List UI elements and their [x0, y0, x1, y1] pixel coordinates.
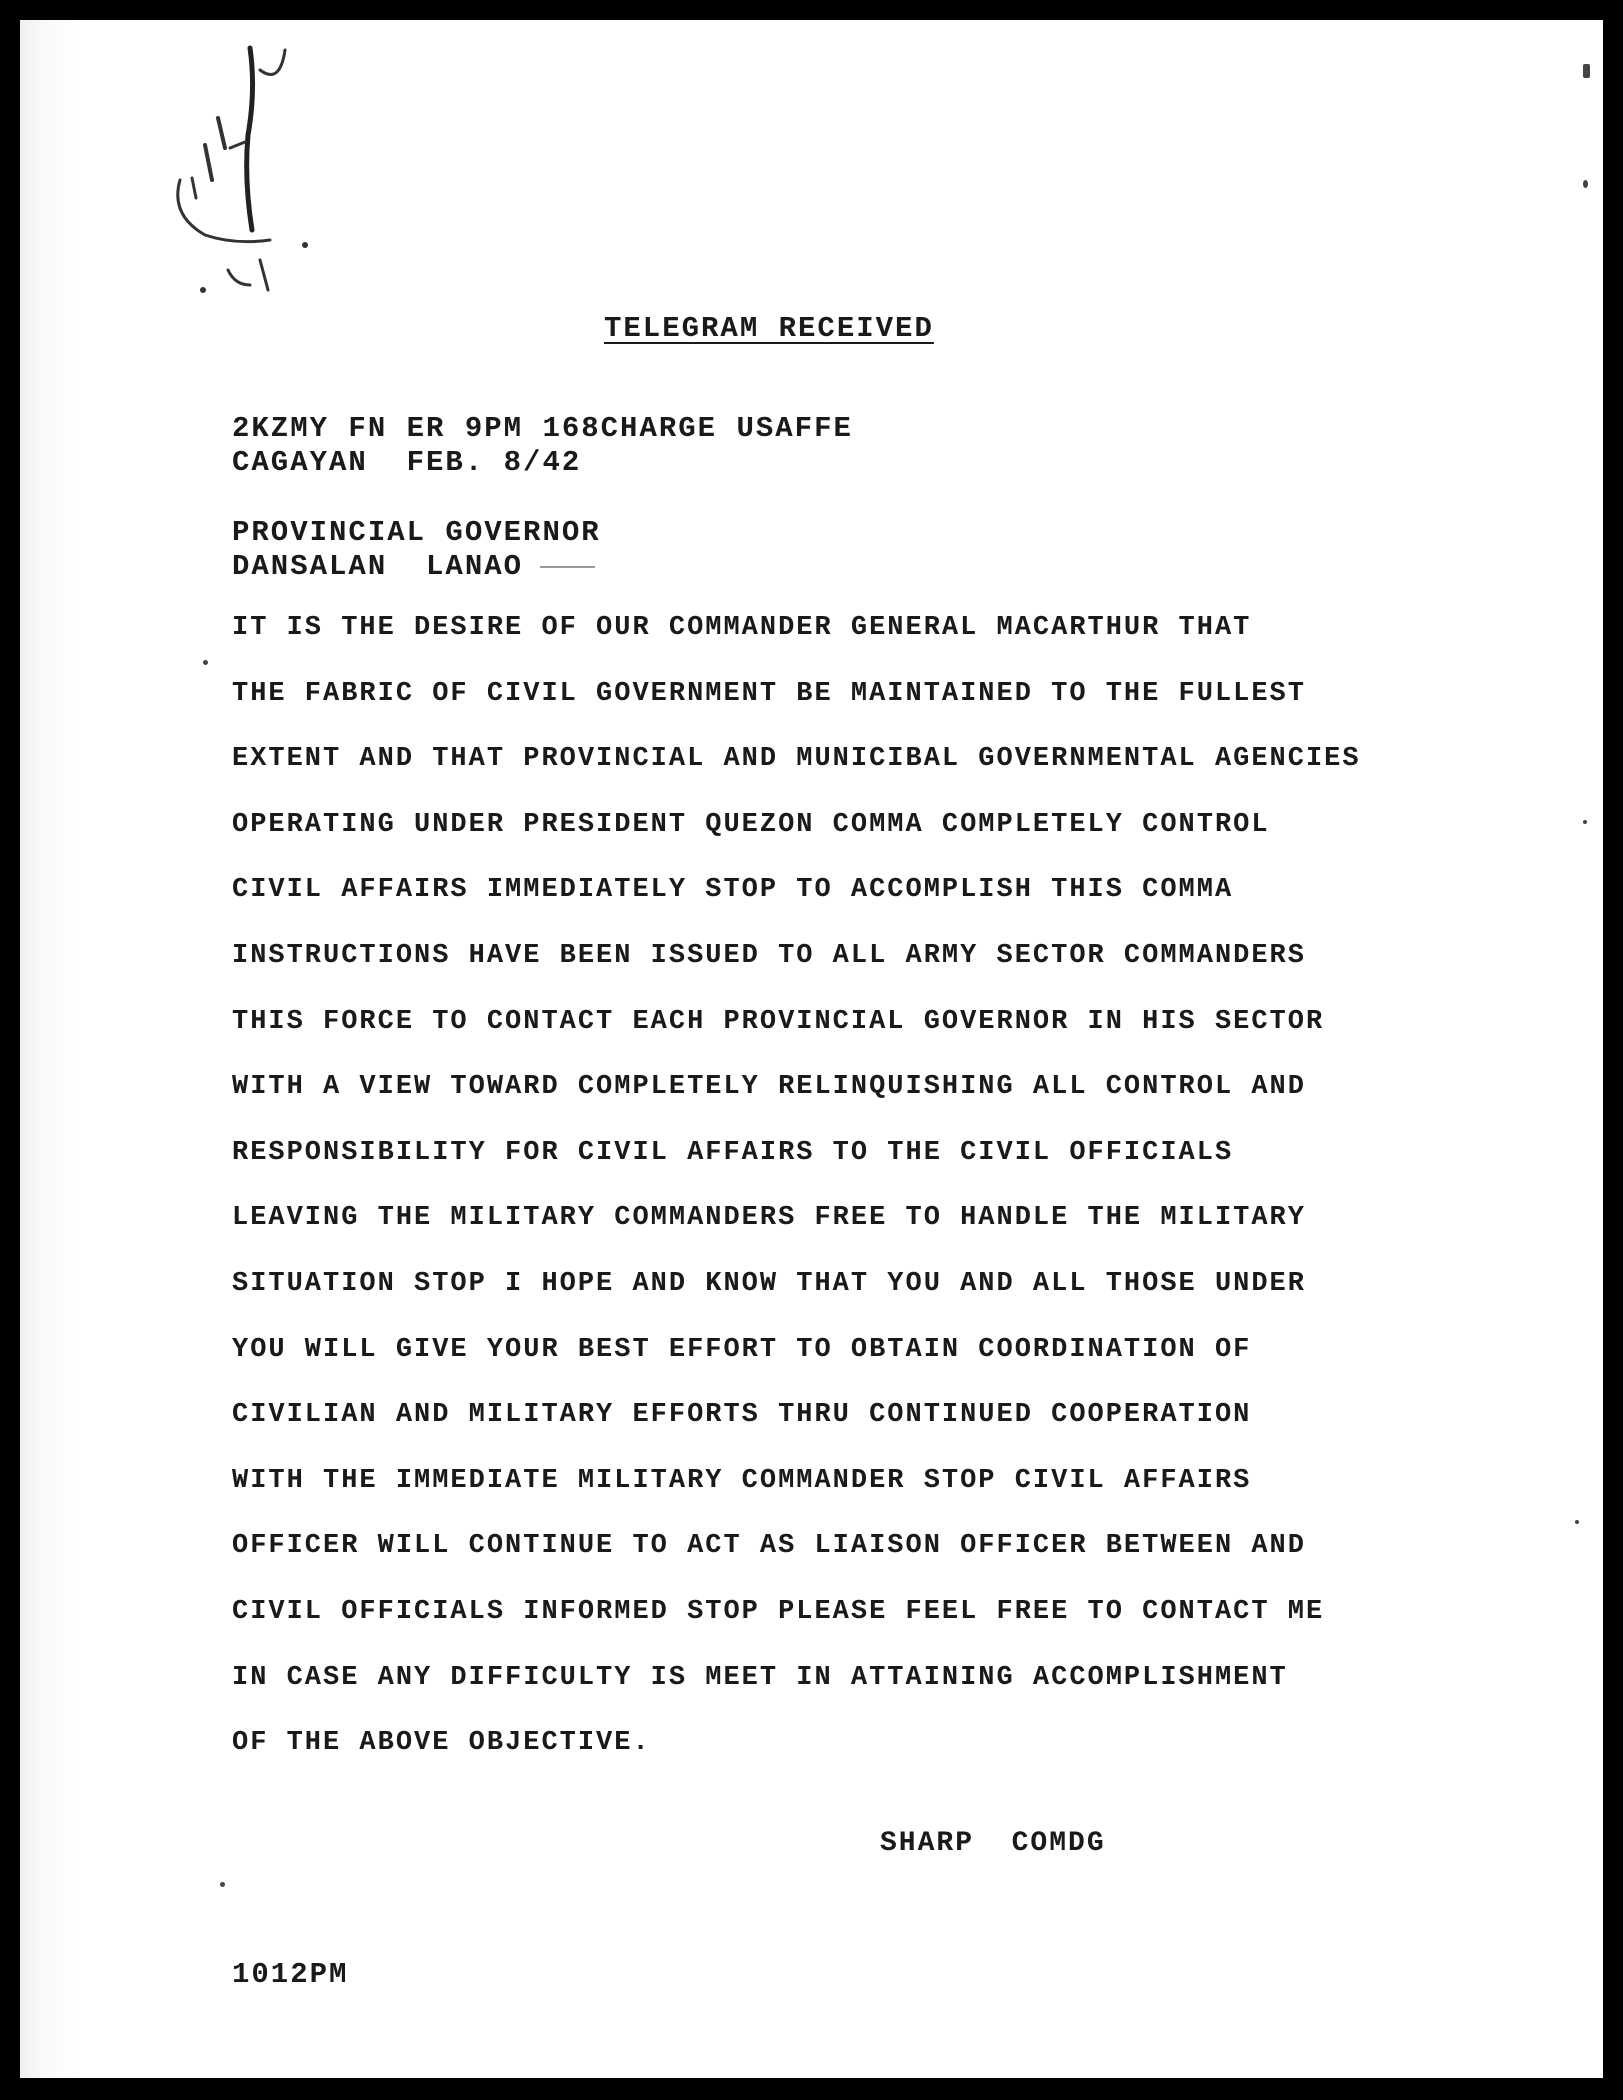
telegram-title: TELEGRAM RECEIVED: [604, 312, 934, 345]
margin-speck: [1583, 180, 1588, 188]
body-line: OF THE ABOVE OBJECTIVE.: [232, 1728, 651, 1759]
body-line: THIS FORCE TO CONTACT EACH PROVINCIAL GOVERNOR IN HIS SECTOR: [232, 1006, 1325, 1037]
addressee-title: PROVINCIAL GOVERNOR: [232, 516, 601, 549]
margin-speck: [1583, 820, 1587, 824]
margin-speck: [220, 1882, 225, 1887]
origin-date-line: CAGAYAN FEB. 8/42: [232, 446, 582, 479]
body-line: IT IS THE DESIRE OF OUR COMMANDER GENERAL MACARTHUR THAT: [232, 613, 1252, 643]
body-line: CIVIL OFFICIALS INFORMED STOP PLEASE FEEL FREE TO CONTACT ME: [232, 1596, 1325, 1627]
pencil-stroke: [540, 566, 595, 568]
addressee-location: DANSALAN LANAO: [232, 550, 524, 583]
body-line: RESPONSIBILITY FOR CIVIL AFFAIRS TO THE CIVIL OFFICIALS: [232, 1137, 1234, 1168]
body-line: IN CASE ANY DIFFICULTY IS MEET IN ATTAINING ACCOMPLISHMENT: [232, 1662, 1288, 1693]
margin-speck: [203, 660, 208, 665]
telegram-page: [20, 20, 1603, 2078]
body-line: WITH A VIEW TOWARD COMPLETELY RELINQUISHING ALL CONTROL AND: [232, 1072, 1306, 1103]
body-line: SITUATION STOP I HOPE AND KNOW THAT YOU AND ALL THOSE UNDER: [232, 1268, 1306, 1299]
body-line: OFFICER WILL CONTINUE TO ACT AS LIAISON OFFICER BETWEEN AND: [232, 1531, 1306, 1562]
body-line: INSTRUCTIONS HAVE BEEN ISSUED TO ALL ARMY SECTOR COMMANDERS: [232, 940, 1306, 971]
message-body: [232, 608, 1482, 1789]
handwritten-mark: [110, 30, 310, 300]
body-line: THE FABRIC OF CIVIL GOVERNMENT BE MAINTAINED TO THE FULLEST: [232, 678, 1306, 709]
scan-edge-shading: [20, 20, 80, 2078]
body-line: WITH THE IMMEDIATE MILITARY COMMANDER STOP CIVIL AFFAIRS: [232, 1465, 1252, 1496]
body-line: CIVILIAN AND MILITARY EFFORTS THRU CONTINUED COOPERATION: [232, 1400, 1252, 1431]
margin-speck: [1583, 64, 1590, 78]
body-line: LEAVING THE MILITARY COMMANDERS FREE TO HANDLE THE MILITARY: [232, 1203, 1306, 1234]
body-line: EXTENT AND THAT PROVINCIAL AND MUNICIBAL GOVERNMENTAL AGENCIES: [232, 744, 1361, 775]
signature: SHARP COMDG: [880, 1828, 1106, 1859]
received-time: 1012PM: [232, 1958, 349, 1991]
routing-header-line: 2KZMY FN ER 9PM 168CHARGE USAFFE: [232, 412, 853, 445]
body-line: OPERATING UNDER PRESIDENT QUEZON COMMA COMPLETELY CONTROL: [232, 809, 1270, 840]
body-line: YOU WILL GIVE YOUR BEST EFFORT TO OBTAIN COORDINATION OF: [232, 1334, 1252, 1365]
margin-speck: [1575, 1520, 1579, 1524]
body-line: CIVIL AFFAIRS IMMEDIATELY STOP TO ACCOMPLISH THIS COMMA: [232, 875, 1234, 906]
